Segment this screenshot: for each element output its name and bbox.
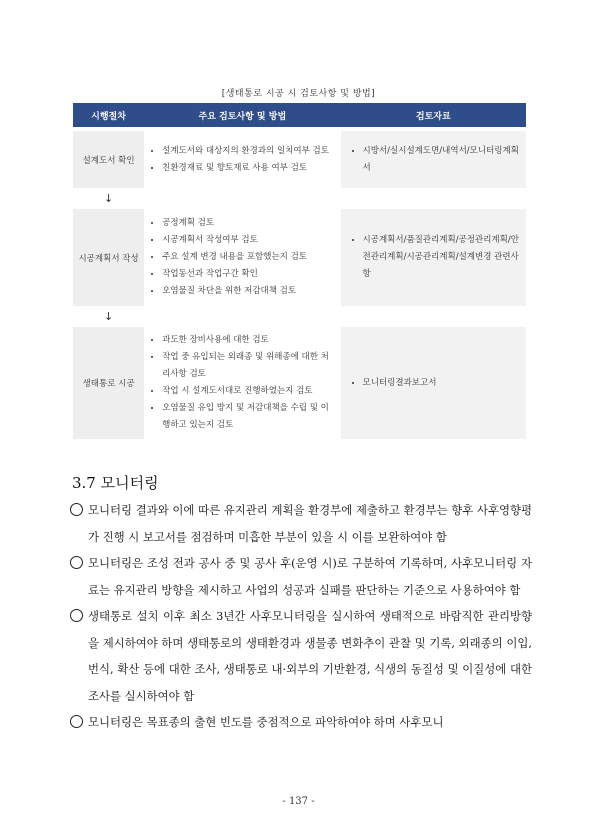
list-item: • 과도한 장비사용에 대한 검토 <box>162 332 334 349</box>
section-title: 3.7 모니터링 <box>72 474 159 492</box>
list-item: • 오염물질 차단을 위한 저감대책 검토 <box>162 283 334 300</box>
list-item <box>70 603 532 709</box>
list-item: • 작업 시 설계도서대로 진행하였는지 검토 <box>162 383 334 400</box>
header-items: 주요 검토사항 및 방법 <box>144 103 340 127</box>
circle-bullet-icon <box>70 556 83 569</box>
down-arrow-icon: ↓ <box>73 188 144 209</box>
list-item: • 주요 설계 변경 내용을 포함했는지 검토 <box>162 249 334 266</box>
docs-cell <box>341 131 526 188</box>
items-cell <box>144 209 340 306</box>
paragraph-text: 모니터링 결과와 이에 따른 유지관리 계획을 환경부에 제출하고 환경부는 향후 사후영향평가 진행 시 보고서를 점검하며 미흡한 부분이 있을 시 이를 보완하여야 함 <box>88 503 532 544</box>
table-header-row <box>73 103 526 127</box>
step-cell: 시공계획서 작성 <box>73 209 144 306</box>
docs-cell <box>341 209 526 306</box>
header-docs: 검토자료 <box>341 103 526 127</box>
list-item: • 시공계획서/품질관리계획/공정관리계획/안전관리계획/시공관리계획/설계변경 관련사항 <box>363 232 522 283</box>
list-item: • 작업 중 유입되는 외래종 및 위해종에 대한 처리사항 검토 <box>162 349 334 383</box>
table-caption: [생태통로 시공 시 검토사항 및 방법] <box>221 89 376 99</box>
paragraph-text: 모니터링은 목표종의 출현 빈도를 중점적으로 파악하여야 하며 사후모니 <box>88 715 444 729</box>
page-number: - 137 - <box>282 796 315 807</box>
list-item: • 오염물질 유입 방지 및 저감대책을 수립 및 이행하고 있는지 검토 <box>162 400 334 434</box>
docs-cell <box>341 327 526 439</box>
circle-bullet-icon <box>70 609 83 622</box>
list-item: • 공정계획 검토 <box>162 215 334 232</box>
table-row <box>73 327 526 439</box>
flow-arrow-row <box>73 306 526 327</box>
list-item: • 시방서/실시설계도면/내역서/모니터링계획서 <box>363 143 522 177</box>
header-step: 시행절차 <box>73 103 144 127</box>
review-table <box>73 103 526 439</box>
down-arrow-icon: ↓ <box>73 306 144 327</box>
list-item <box>70 497 532 550</box>
list-item: • 시공계획서 작성여부 검토 <box>162 232 334 249</box>
flow-arrow-row <box>73 188 526 209</box>
table-row <box>73 209 526 306</box>
circle-bullet-icon <box>70 715 83 728</box>
table-row <box>73 131 526 188</box>
items-cell <box>144 327 340 439</box>
bullet-list <box>70 497 532 736</box>
paragraph-text: 모니터링은 조성 전과 공사 중 및 공사 후(운영 시)로 구분하여 기록하며, 사후모니터링 자료는 유지관리 방향을 제시하고 사업의 성공과 실패를 판단하는 기준으로 사용하여야 함 <box>88 556 532 597</box>
list-item <box>70 709 532 736</box>
items-cell <box>144 131 340 188</box>
paragraph-text: 생태통로 설치 이후 최소 3년간 사후모니터링을 실시하여 생태적으로 바람직한 관리방향을 제시하여야 하며 생태통로의 생태환경과 생물종 변화추이 관찰 및 기록, 외래종의 이입, 번식, 확산 등에 대한 조사, 생태통로 내·외부의 기반환경, 식생의 동질성 및 이질성에 대한 조사를 실시하여야 함 <box>88 609 532 703</box>
step-cell: 생태통로 시공 <box>73 327 144 439</box>
list-item: • 친환경재료 및 향토재료 사용 여부 검토 <box>162 160 334 177</box>
list-item: • 모니터링결과보고서 <box>363 375 522 392</box>
circle-bullet-icon <box>70 503 83 516</box>
list-item: • 설계도서와 대상지의 환경과의 일치여부 검토 <box>162 143 334 160</box>
list-item <box>70 550 532 603</box>
list-item: • 작업동선과 작업구간 확인 <box>162 266 334 283</box>
step-cell: 설계도서 확인 <box>73 131 144 188</box>
